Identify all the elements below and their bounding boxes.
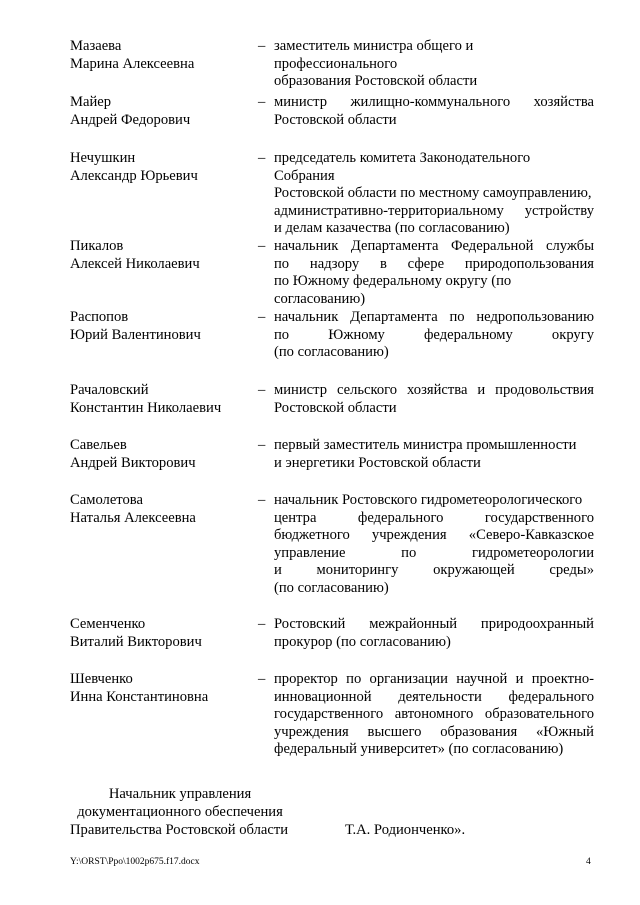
signature-title-line: Начальник управления [108, 786, 252, 802]
member-surname: Рачаловский [70, 382, 149, 398]
member-surname: Самолетова [70, 492, 143, 508]
position-line: по Южному федеральному округу (по согласованию) [274, 273, 512, 307]
member-position [274, 437, 594, 472]
member-name [70, 616, 260, 651]
position-line: прокурор (по согласованию) [274, 633, 451, 650]
position-line: по Южному федеральному округу [274, 326, 594, 343]
position-line: Ростовский межрайонный природоохранный [274, 616, 594, 632]
dash-separator: – [258, 616, 266, 632]
member-surname: Савельев [70, 437, 127, 453]
dash-separator: – [258, 38, 266, 54]
member-name [70, 94, 260, 129]
position-line: и мониторингу окружающей среды» [274, 562, 594, 579]
position-line: по надзору в сфере природопользования [274, 255, 594, 272]
position-line: образования Ростовской области [274, 73, 478, 90]
member-name [70, 309, 260, 344]
signature-title [70, 786, 290, 821]
member-position [274, 616, 594, 651]
footer-file-path: Y:\ORST\Ppo\1002p675.f17.docx [70, 857, 200, 867]
member-surname: Семенченко [70, 616, 146, 632]
dash-separator: – [258, 150, 266, 166]
member-position [274, 382, 594, 417]
position-line: Ростовской области [274, 399, 397, 416]
position-line: проректор по организации научной и проектно- [274, 671, 594, 687]
position-line: управление по гидрометеорологии [274, 544, 594, 561]
dash-separator: – [258, 671, 266, 687]
position-line: министр жилищно-коммунального хозяйства [274, 94, 594, 110]
member-surname: Пикалов [70, 238, 124, 254]
member-name [70, 238, 260, 273]
member-position [274, 38, 594, 91]
member-position [274, 309, 594, 362]
member-position [274, 238, 594, 308]
page-number: 4 [586, 857, 591, 867]
dash-separator: – [258, 492, 266, 508]
signatory-name: Т.А. Родионченко». [345, 822, 466, 838]
member-name [70, 150, 260, 185]
position-line: (по согласованию) [274, 344, 389, 361]
position-line: министр сельского хозяйства и продовольствия [274, 382, 594, 398]
dash-separator: – [258, 437, 266, 453]
position-line: государственного автономного образовательного [274, 706, 594, 723]
member-given-names: Андрей Викторович [70, 454, 196, 471]
signature-title-line: Правительства Ростовской области [70, 822, 289, 838]
member-position [274, 94, 594, 129]
position-line: Ростовской области по местному самоуправлению, [274, 185, 592, 202]
member-surname: Нечушкин [70, 150, 136, 166]
member-given-names: Марина Алексеевна [70, 55, 195, 72]
member-given-names: Константин Николаевич [70, 399, 222, 416]
member-surname: Распопов [70, 309, 129, 325]
position-line: председатель комитета Законодательного Собрания [274, 150, 531, 184]
position-line: и делам казачества (по согласованию) [274, 220, 510, 237]
position-line: Ростовской области [274, 111, 397, 128]
member-given-names: Наталья Алексеевна [70, 509, 196, 526]
member-given-names: Юрий Валентинович [70, 326, 201, 343]
position-line: первый заместитель министра промышленности [274, 437, 577, 453]
member-given-names: Виталий Викторович [70, 633, 202, 650]
member-given-names: Инна Константиновна [70, 688, 209, 705]
member-position [274, 492, 594, 598]
dash-separator: – [258, 94, 266, 110]
member-name [70, 671, 260, 706]
member-name [70, 437, 260, 472]
member-given-names: Алексей Николаевич [70, 255, 200, 272]
position-line: заместитель министра общего и профессионального [274, 38, 474, 72]
member-surname: Мазаева [70, 38, 122, 54]
position-line: начальник Департамента Федеральной службы [274, 238, 594, 254]
position-line: инновационной деятельности федерального [274, 688, 594, 705]
member-given-names: Александр Юрьевич [70, 167, 198, 184]
member-position [274, 150, 594, 238]
member-name [70, 38, 260, 73]
position-line: административно-территориальному устройству [274, 202, 594, 219]
member-surname: Майер [70, 94, 112, 110]
member-position [274, 671, 594, 759]
dash-separator: – [258, 309, 266, 325]
position-line: учреждения высшего образования «Южный [274, 723, 594, 740]
signature-title-line: документационного обеспечения [77, 803, 283, 820]
position-line: начальник Департамента по недропользованию [274, 309, 594, 325]
member-name [70, 492, 260, 527]
position-line: (по согласованию) [274, 579, 389, 596]
position-line: центра федерального государственного [274, 509, 594, 526]
member-given-names: Андрей Федорович [70, 111, 191, 128]
position-line: начальник Ростовского гидрометеорологического [274, 492, 583, 508]
member-surname: Шевченко [70, 671, 133, 687]
dash-separator: – [258, 238, 266, 254]
member-name [70, 382, 260, 417]
position-line: федеральный университет» (по согласованию) [274, 741, 564, 758]
position-line: бюджетного учреждения «Северо-Кавказское [274, 527, 594, 544]
dash-separator: – [258, 382, 266, 398]
position-line: и энергетики Ростовской области [274, 454, 481, 471]
